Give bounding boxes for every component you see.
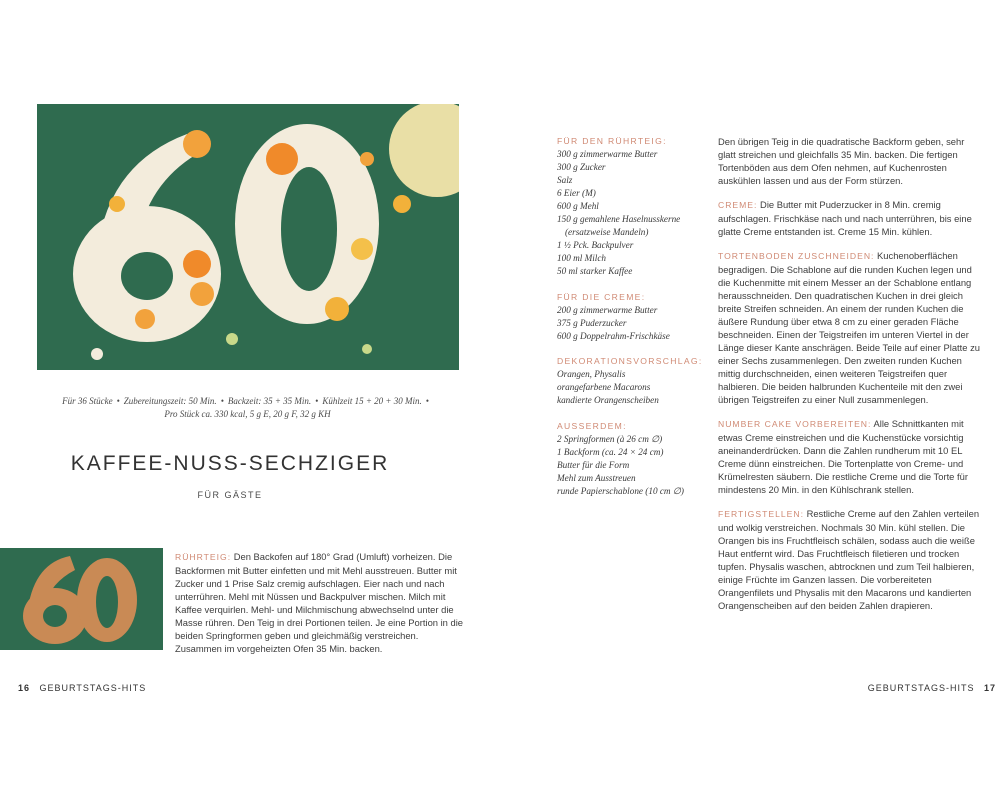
ingredient-item: (ersatzweise Mandeln): [565, 227, 649, 237]
step-ruehrteig: [175, 550, 465, 655]
ingredient-item: 6 Eier (M): [557, 188, 596, 198]
paragraph-text: Die Butter mit Puderzucker in 8 Min. cremig aufschlagen. Frischkäse nach und nach unterrühren, bis eine glatte Creme entstanden ist. Creme 15 Min. kühlen.: [718, 199, 972, 237]
ingredient-item: 100 ml Milch: [557, 253, 606, 263]
paragraph-lead: TORTENBODEN ZUSCHNEIDEN:: [718, 251, 875, 261]
paragraph-text: Alle Schnittkanten mit etwas Creme einstreichen und die Kuchenstücke vorsichtig aneinanderdrücken. Dann die Zahlen rundherum mit 10 EL Creme dünn einstreichen. Die Tortenplatte von Creme- und Krümelresten säubern. Die restliche Creme und die Torte für mindestens 20 Min. in den Kühlschrank stellen.: [718, 418, 968, 495]
footer-label-right: GEBURTSTAGS-HITS: [867, 683, 975, 693]
paragraph-text: Kuchenoberflächen begradigen. Die Schablone auf die runden Kuchen legen und die Kuchenmitte mit einem Messer an der Schablone entlang herausschneiden. Den quadratischen Kuchen in drei gleich breite Streifen schneiden. An einem der runden Kuchen die äußere Rundung über etwa 8 cm zu einer geraden Fläche beschneiden. Einen der Teigstreifen im unteren Viertel in der Länge dieser Kante anschrägen. Beide Teile auf einer Platte zu einer Sechs zusammenlegen. Den zweiten runden Kuchen mittig durchschneiden, einen weiteren Teigstreifen quer halbieren. Die beiden halbrunden Kuchenteile mit den zwei übrigen Teigstreifen zu einer Null zusammenlegen.: [718, 250, 980, 405]
page-number-right: 17: [983, 683, 996, 693]
chill-time: Kühlzeit 15 + 20 + 30 Min.: [322, 396, 422, 406]
recipe-meta: [55, 395, 440, 421]
paragraph-lead: FERTIGSTELLEN:: [718, 509, 804, 519]
paragraph-lead: NUMBER CAKE VORBEREITEN:: [718, 419, 872, 429]
ingredient-item: 2 Springformen (à 26 cm ∅): [557, 434, 663, 444]
ingredients-group-ausserdem: [557, 420, 707, 498]
recipe-subtitle: FÜR GÄSTE: [197, 490, 263, 500]
ingredients-heading: FÜR DEN RÜHRTEIG:: [557, 136, 667, 146]
meta-line-1: Für 36 Stücke • Zubereitungszeit: 50 Min. • Backzeit: 35 + 35 Min. • Kühlzeit 15 + 20 + 30 Min. •: [62, 396, 429, 406]
footer-right: [868, 683, 996, 693]
ingredient-item: Mehl zum Ausstreuen: [557, 473, 636, 483]
ingredient-item: Salz: [557, 175, 573, 185]
prep-time: Zubereitungszeit: 50 Min.: [123, 396, 217, 406]
ingredients-heading: AUSSERDEM:: [557, 421, 627, 431]
paragraph-text: Den übrigen Teig in die quadratische Backform geben, sehr glatt streichen und gleichfalls 35 Min. backen. Die fertigen Tortenböden aus dem Ofen nehmen, auf Kuchenrosten auskühlen lassen und aus der Form stürzen.: [718, 136, 965, 186]
ingredients-heading: FÜR DIE CREME:: [557, 292, 646, 302]
ingredient-item: 150 g gemahlene Haselnusskerne: [557, 214, 681, 224]
ingredients-group-deko: [557, 355, 707, 407]
instruction-paragraph: [718, 507, 980, 612]
ingredients-group-creme: [557, 291, 707, 343]
cake-photo-small: [0, 548, 163, 650]
ingredient-item: 300 g Zucker: [557, 162, 606, 172]
footer-label-left: GEBURTSTAGS-HITS: [39, 683, 147, 693]
bake-time: Backzeit: 35 + 35 Min.: [227, 396, 312, 406]
recipe-title: KAFFEE-NUSS-SECHZIGER: [70, 452, 390, 475]
ingredient-item: 300 g zimmerwarme Butter: [557, 149, 658, 159]
ingredient-item: 50 ml starker Kaffee: [557, 266, 633, 276]
instruction-paragraph: [718, 198, 980, 238]
ingredient-item: Butter für die Form: [557, 460, 630, 470]
paragraph-lead: CREME:: [718, 200, 758, 210]
ingredient-item: runde Papierschablone (10 cm ∅): [557, 486, 684, 496]
ingredient-item: Orangen, Physalis: [557, 369, 626, 379]
ingredients-heading: DEKORATIONSVORSCHLAG:: [557, 356, 703, 366]
cake-photo-main: [37, 104, 459, 370]
ingredient-item: 600 g Doppelrahm-Frischkäse: [557, 331, 670, 341]
ingredient-item: kandierte Orangenscheiben: [557, 395, 659, 405]
page-number-left: 16: [18, 683, 31, 693]
step-lead: RÜHRTEIG:: [175, 552, 232, 562]
ingredient-item: 1 Backform (ca. 24 × 24 cm): [557, 447, 664, 457]
instructions-right: [718, 135, 980, 623]
ingredient-item: 200 g zimmerwarme Butter: [557, 305, 658, 315]
step-text: Den Backofen auf 180° Grad (Umluft) vorheizen. Die Backformen mit Butter einfetten und mit Mehl ausstreuen. Butter mit Zucker und 1 Prise Salz cremig aufschlagen. Eier nach und nach unterrühren. Mehl mit Nüssen und Backpulver mischen. Milch mit Kaffee verquirlen. Mehl- und Milchmischung abwechselnd unter die Masse rühren. Den Teig in drei Portionen teilen. Je eine Portion in die beiden Springformen geben und gleichmäßig verstreichen. Zusammen im vorgeheizten Ofen 35 Min. backen.: [175, 551, 464, 654]
footer-left: [18, 683, 146, 693]
ingredient-item: 600 g Mehl: [557, 201, 599, 211]
nutrition-line: Pro Stück ca. 330 kcal, 5 g E, 20 g F, 32 g KH: [164, 409, 331, 419]
instruction-paragraph: [718, 249, 980, 406]
ingredient-item: orangefarbene Macarons: [557, 382, 651, 392]
instruction-paragraph: [718, 135, 980, 187]
servings: Für 36 Stücke: [62, 396, 113, 406]
ingredient-item: 1 ½ Pck. Backpulver: [557, 240, 634, 250]
paragraph-text: Restliche Creme auf den Zahlen verteilen und wolkig verstreichen. Nochmals 30 Min. kühl stellen. Die Orangen bis ins Fruchtfleisch schälen, sodass auch die weiße Haut entfernt wird. Das Fruchtfleisch filetieren und trocken tupfen. Physalis waschen, abtrocknen und zum Teil halbieren, einige Früchte im Ganzen lassen. Die vorbereiteten Orangenfilets und Physalis mit den Macarons und kandierten Orangenscheiben auf den beiden Zahlen drapieren.: [718, 508, 980, 611]
ingredient-item: 375 g Puderzucker: [557, 318, 627, 328]
instruction-paragraph: [718, 417, 980, 496]
ingredients-group-ruehrteig: [557, 135, 707, 278]
